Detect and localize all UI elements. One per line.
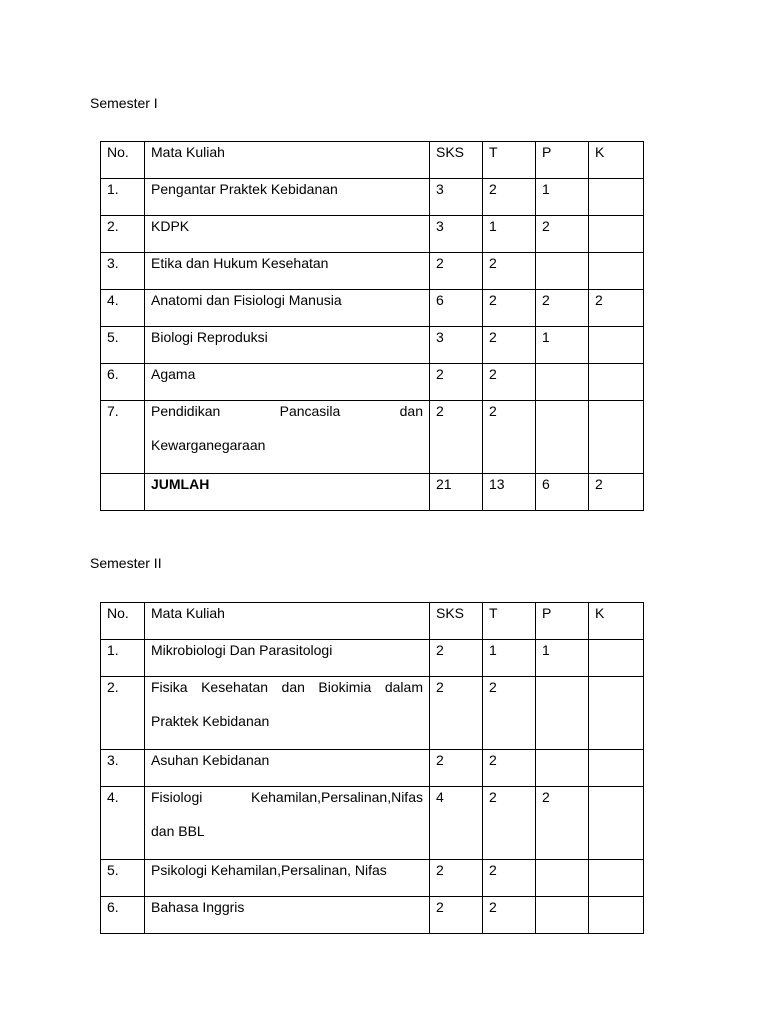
cell-k [589,401,644,474]
table-row [101,179,644,216]
semester-1-heading: Semester I [90,95,158,111]
table-row [101,216,644,253]
cell-k [589,750,644,787]
cell-no: 7. [101,401,145,474]
cell-p: 1 [536,327,589,364]
cell-sks: 6 [430,290,483,327]
table-row [101,253,644,290]
cell-no: 4. [101,290,145,327]
cell-no: 5. [101,860,145,897]
cell-k [589,860,644,897]
mata-kuliah-line-2: dan BBL [151,823,205,839]
cell-no: 1. [101,640,145,677]
cell-t: 2 [483,290,536,327]
header-t: T [483,142,536,179]
cell-mata-kuliah [145,401,430,474]
cell-sks: 2 [430,860,483,897]
cell-k [589,216,644,253]
cell-k [589,179,644,216]
cell-sks: 4 [430,787,483,860]
cell-p [536,750,589,787]
cell-t: 2 [483,253,536,290]
header-k: K [589,142,644,179]
header-mata-kuliah: Mata Kuliah [145,603,430,640]
cell-no: 1. [101,179,145,216]
semester-1-table [100,141,644,511]
cell-p: 1 [536,640,589,677]
mata-kuliah-line-1: Pendidikan Pancasila dan [151,403,423,419]
header-no: No. [101,142,145,179]
cell-p [536,860,589,897]
cell-t: 2 [483,401,536,474]
total-p: 6 [536,474,589,511]
table-row [101,787,644,860]
cell-p [536,401,589,474]
cell-k [589,364,644,401]
header-t: T [483,603,536,640]
table-row [101,401,644,474]
table-row [101,640,644,677]
total-t: 13 [483,474,536,511]
cell-p: 1 [536,179,589,216]
header-p: P [536,603,589,640]
cell-k [589,327,644,364]
cell-t: 2 [483,897,536,934]
header-no: No. [101,603,145,640]
cell-mata-kuliah: KDPK [145,216,430,253]
cell-no: 2. [101,677,145,750]
cell-p [536,677,589,750]
cell-t: 2 [483,327,536,364]
mata-kuliah-line-1: Fisika Kesehatan dan Biokimia dalam [151,679,423,695]
header-k: K [589,603,644,640]
cell-t: 2 [483,787,536,860]
header-sks: SKS [430,603,483,640]
cell-sks: 2 [430,401,483,474]
cell-no: 2. [101,216,145,253]
cell-sks: 2 [430,640,483,677]
cell-no: 6. [101,364,145,401]
cell-sks: 3 [430,327,483,364]
header-sks: SKS [430,142,483,179]
cell-mata-kuliah: Bahasa Inggris [145,897,430,934]
cell-t: 2 [483,677,536,750]
mata-kuliah-line-1: Fisiologi Kehamilan,Persalinan,Nifas [151,789,423,805]
cell-no: 4. [101,787,145,860]
cell-mata-kuliah: Mikrobiologi Dan Parasitologi [145,640,430,677]
cell-sks: 2 [430,677,483,750]
cell-t: 2 [483,179,536,216]
cell-t: 2 [483,364,536,401]
cell-p [536,897,589,934]
table-header-row [101,142,644,179]
table-row [101,897,644,934]
cell-t: 1 [483,216,536,253]
cell-k [589,640,644,677]
total-sks: 21 [430,474,483,511]
cell-sks: 3 [430,179,483,216]
cell-sks: 2 [430,750,483,787]
cell-t: 1 [483,640,536,677]
semester-2-heading: Semester II [90,555,162,571]
cell-p: 2 [536,290,589,327]
cell-mata-kuliah: Psikologi Kehamilan,Persalinan, Nifas [145,860,430,897]
cell-mata-kuliah [145,677,430,750]
cell-t: 2 [483,860,536,897]
cell-no: 6. [101,897,145,934]
table-row [101,290,644,327]
cell-p [536,364,589,401]
cell-mata-kuliah: Biologi Reproduksi [145,327,430,364]
cell-t: 2 [483,750,536,787]
cell-sks: 2 [430,897,483,934]
cell-sks: 2 [430,253,483,290]
table-row [101,860,644,897]
cell-k [589,677,644,750]
cell-p [536,253,589,290]
table-header-row [101,603,644,640]
table-row [101,364,644,401]
cell-no: 5. [101,327,145,364]
header-p: P [536,142,589,179]
cell-no [101,474,145,511]
cell-mata-kuliah: Anatomi dan Fisiologi Manusia [145,290,430,327]
total-row [101,474,644,511]
cell-k [589,897,644,934]
cell-no: 3. [101,750,145,787]
total-k: 2 [589,474,644,511]
mata-kuliah-line-2: Praktek Kebidanan [151,713,270,729]
cell-p: 2 [536,216,589,253]
cell-sks: 3 [430,216,483,253]
table-row [101,327,644,364]
cell-mata-kuliah: Pengantar Praktek Kebidanan [145,179,430,216]
cell-sks: 2 [430,364,483,401]
total-label: JUMLAH [145,474,430,511]
cell-k [589,787,644,860]
cell-mata-kuliah: Etika dan Hukum Kesehatan [145,253,430,290]
cell-mata-kuliah [145,787,430,860]
cell-mata-kuliah: Agama [145,364,430,401]
cell-p: 2 [536,787,589,860]
cell-mata-kuliah: Asuhan Kebidanan [145,750,430,787]
table-row [101,677,644,750]
cell-k: 2 [589,290,644,327]
cell-no: 3. [101,253,145,290]
table-row [101,750,644,787]
cell-k [589,253,644,290]
mata-kuliah-line-2: Kewarganegaraan [151,437,266,453]
semester-2-table [100,602,644,934]
header-mata-kuliah: Mata Kuliah [145,142,430,179]
